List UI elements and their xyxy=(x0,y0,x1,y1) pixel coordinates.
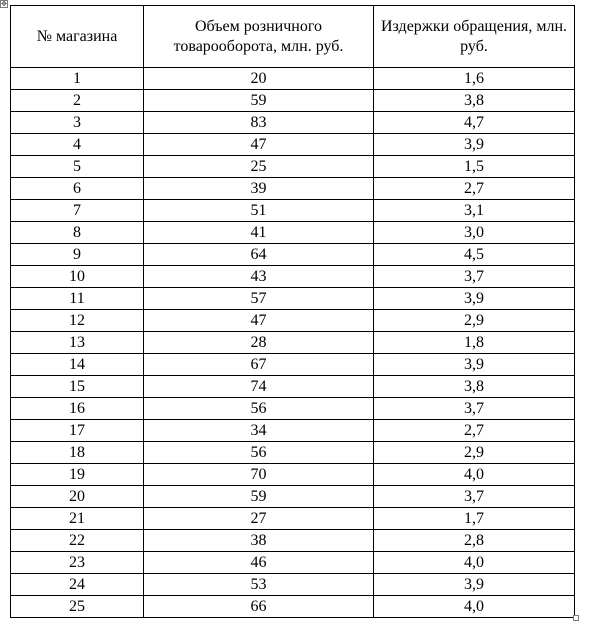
cell-circulation-costs: 3,8 xyxy=(374,376,575,398)
cell-store-number: 19 xyxy=(11,464,144,486)
cell-retail-turnover: 47 xyxy=(144,310,374,332)
cell-circulation-costs: 2,9 xyxy=(374,310,575,332)
cell-circulation-costs: 3,8 xyxy=(374,90,575,112)
table-row xyxy=(11,596,575,618)
cell-circulation-costs: 3,9 xyxy=(374,134,575,156)
header-circulation-costs: Издержки обращения, млн. руб. xyxy=(374,6,575,68)
table-row xyxy=(11,508,575,530)
cell-store-number: 7 xyxy=(11,200,144,222)
table-row xyxy=(11,156,575,178)
table-row xyxy=(11,134,575,156)
table-row xyxy=(11,178,575,200)
cell-retail-turnover: 27 xyxy=(144,508,374,530)
cell-store-number: 16 xyxy=(11,398,144,420)
table-row xyxy=(11,244,575,266)
cell-circulation-costs: 4,5 xyxy=(374,244,575,266)
cell-retail-turnover: 25 xyxy=(144,156,374,178)
cell-retail-turnover: 67 xyxy=(144,354,374,376)
table-move-handle-icon[interactable]: ✥ xyxy=(1,0,7,8)
cell-store-number: 20 xyxy=(11,486,144,508)
cell-circulation-costs: 4,0 xyxy=(374,552,575,574)
cell-circulation-costs: 2,8 xyxy=(374,530,575,552)
table-row xyxy=(11,398,575,420)
cell-retail-turnover: 59 xyxy=(144,486,374,508)
table-row xyxy=(11,222,575,244)
table-row xyxy=(11,354,575,376)
table-row xyxy=(11,68,575,90)
data-table xyxy=(10,5,575,618)
cell-store-number: 12 xyxy=(11,310,144,332)
cell-retail-turnover: 57 xyxy=(144,288,374,310)
cell-circulation-costs: 2,9 xyxy=(374,442,575,464)
cell-store-number: 4 xyxy=(11,134,144,156)
cell-store-number: 18 xyxy=(11,442,144,464)
cell-circulation-costs: 4,7 xyxy=(374,112,575,134)
cell-store-number: 9 xyxy=(11,244,144,266)
table-row xyxy=(11,288,575,310)
table-row xyxy=(11,574,575,596)
cell-retail-turnover: 64 xyxy=(144,244,374,266)
cell-circulation-costs: 3,7 xyxy=(374,486,575,508)
cell-retail-turnover: 59 xyxy=(144,90,374,112)
cell-retail-turnover: 39 xyxy=(144,178,374,200)
cell-circulation-costs: 2,7 xyxy=(374,420,575,442)
table-row xyxy=(11,442,575,464)
table-header xyxy=(11,6,575,68)
header-row xyxy=(11,6,575,68)
cell-retail-turnover: 28 xyxy=(144,332,374,354)
cell-retail-turnover: 20 xyxy=(144,68,374,90)
cell-circulation-costs: 4,0 xyxy=(374,464,575,486)
cell-store-number: 1 xyxy=(11,68,144,90)
header-store-number: № магазина xyxy=(11,6,144,68)
cell-retail-turnover: 83 xyxy=(144,112,374,134)
cell-retail-turnover: 66 xyxy=(144,596,374,618)
cell-circulation-costs: 3,7 xyxy=(374,398,575,420)
table-row xyxy=(11,112,575,134)
table-row xyxy=(11,332,575,354)
cell-store-number: 14 xyxy=(11,354,144,376)
table-row xyxy=(11,200,575,222)
table-row xyxy=(11,530,575,552)
cell-retail-turnover: 56 xyxy=(144,442,374,464)
cell-store-number: 11 xyxy=(11,288,144,310)
cell-store-number: 24 xyxy=(11,574,144,596)
cell-store-number: 22 xyxy=(11,530,144,552)
cell-store-number: 21 xyxy=(11,508,144,530)
cell-store-number: 5 xyxy=(11,156,144,178)
cell-store-number: 13 xyxy=(11,332,144,354)
table-row xyxy=(11,376,575,398)
cell-retail-turnover: 41 xyxy=(144,222,374,244)
cell-circulation-costs: 3,1 xyxy=(374,200,575,222)
table-row xyxy=(11,266,575,288)
cell-retail-turnover: 74 xyxy=(144,376,374,398)
cell-circulation-costs: 3,0 xyxy=(374,222,575,244)
cell-store-number: 3 xyxy=(11,112,144,134)
cell-store-number: 25 xyxy=(11,596,144,618)
cell-circulation-costs: 4,0 xyxy=(374,596,575,618)
cell-store-number: 17 xyxy=(11,420,144,442)
cell-store-number: 23 xyxy=(11,552,144,574)
cell-retail-turnover: 34 xyxy=(144,420,374,442)
table-resize-handle-icon[interactable] xyxy=(573,615,579,621)
cell-circulation-costs: 1,8 xyxy=(374,332,575,354)
cell-circulation-costs: 3,7 xyxy=(374,266,575,288)
cell-retail-turnover: 46 xyxy=(144,552,374,574)
cell-retail-turnover: 56 xyxy=(144,398,374,420)
table-row xyxy=(11,310,575,332)
cell-circulation-costs: 1,5 xyxy=(374,156,575,178)
table-row xyxy=(11,486,575,508)
cell-retail-turnover: 43 xyxy=(144,266,374,288)
cell-store-number: 10 xyxy=(11,266,144,288)
cell-retail-turnover: 51 xyxy=(144,200,374,222)
cell-store-number: 15 xyxy=(11,376,144,398)
cell-circulation-costs: 3,9 xyxy=(374,354,575,376)
table-row xyxy=(11,464,575,486)
cell-store-number: 8 xyxy=(11,222,144,244)
table-row xyxy=(11,552,575,574)
cell-circulation-costs: 1,7 xyxy=(374,508,575,530)
cell-circulation-costs: 3,9 xyxy=(374,288,575,310)
cell-retail-turnover: 70 xyxy=(144,464,374,486)
cell-store-number: 2 xyxy=(11,90,144,112)
cell-retail-turnover: 53 xyxy=(144,574,374,596)
table-body xyxy=(11,68,575,618)
cell-retail-turnover: 47 xyxy=(144,134,374,156)
cell-circulation-costs: 2,7 xyxy=(374,178,575,200)
cell-retail-turnover: 38 xyxy=(144,530,374,552)
cell-circulation-costs: 1,6 xyxy=(374,68,575,90)
cell-store-number: 6 xyxy=(11,178,144,200)
header-retail-turnover: Объем розничного товарооборота, млн. руб. xyxy=(144,6,374,68)
table-row xyxy=(11,90,575,112)
cell-circulation-costs: 3,9 xyxy=(374,574,575,596)
table-row xyxy=(11,420,575,442)
